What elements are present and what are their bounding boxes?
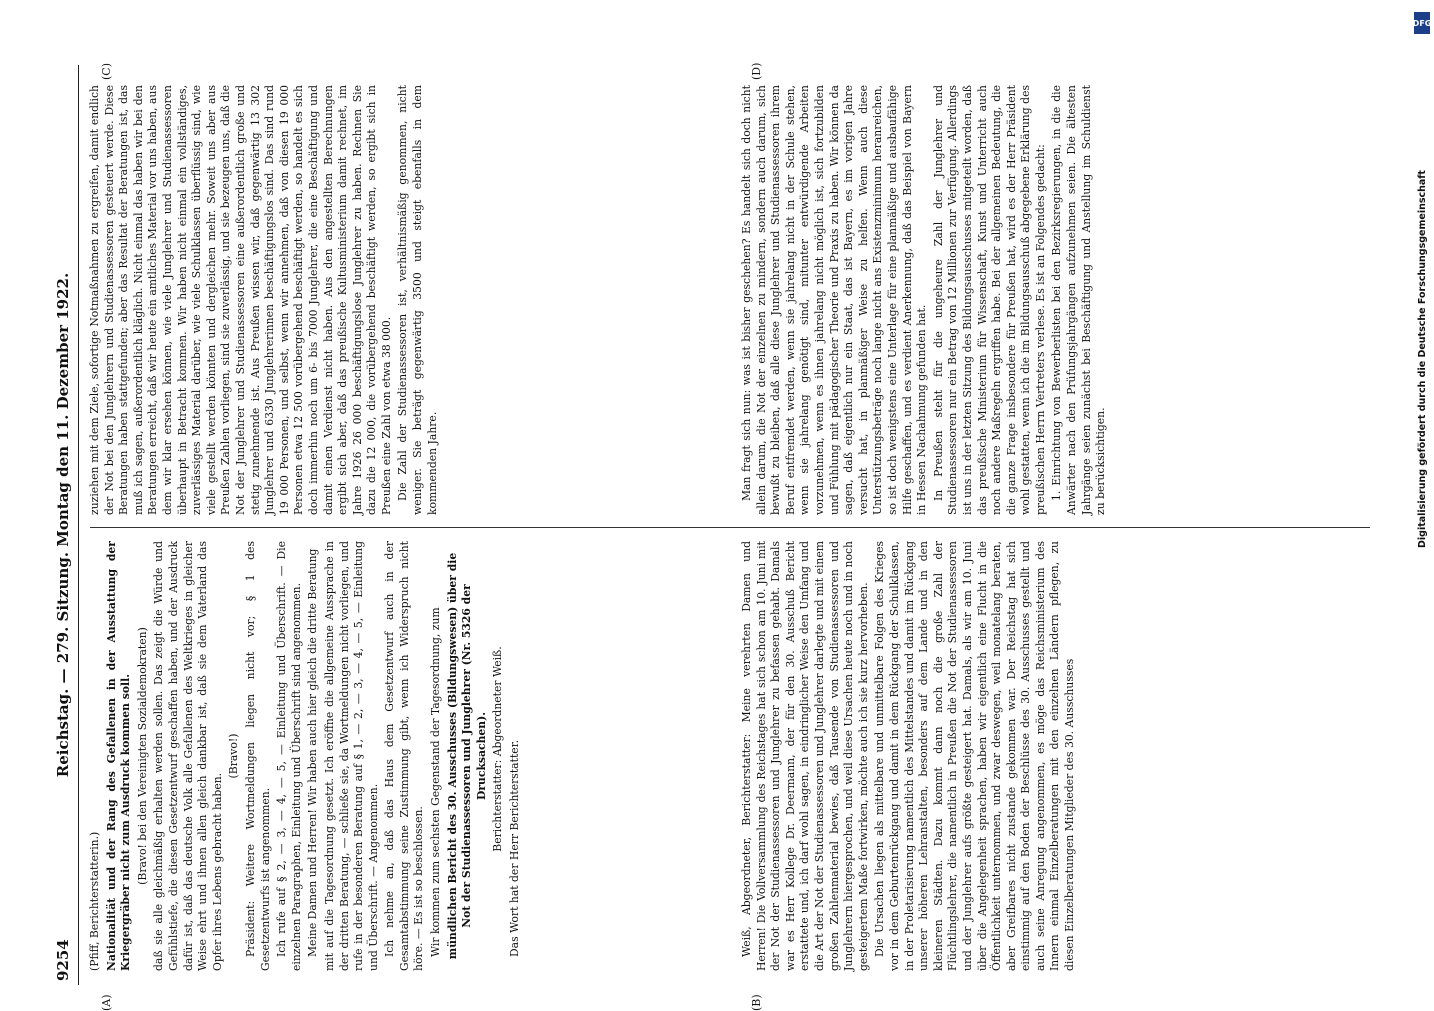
paragraph: Die Zahl der Studienassessoren ist, verhältnismäßig genommen, nicht weniger. Sie beträgt gegenwärtig 3500 und steigt ebenfalls in dem kommenden Jahre.: [396, 85, 439, 515]
margin-mark-a: (A): [100, 994, 113, 1011]
paragraph: Die Ursachen liegen als mittelbare und unmittelbare Folgen des Krieges vor in dem Geburtenrückgang und damit in dem Rückgang der Schulklassen, in der Proletarisierung namentlich des Mittelstandes und damit im Rückgang unserer höheren Lehranstalten, besonders auf dem Lande und in den kleineren Städten. Dazu kommt dann noch die große Zahl der Flüchtlingslehrer, die namentlich in Preußen die Not der Studienassessoren und der Junglehrer aufs größte gesteigert hat. Damals, als wir am 10. Juni über die Angelegenheit sprachen, haben wir eigentlich eine Flucht in die Öffentlichkeit unternommen, und zwar deswegen, weil monatelang beraten, aber Greifbares nicht zustande gekommen war. Der Reichstag hat sich einstimmig auf den Boden der Beschlüsse des 30. Ausschusses gestellt und auch seine Anregung angenommen, es möge das Reichsministerium des Innern einmal Einzelberatungen mit den einzelnen Ländern pflegen, zu diesen Einzelberatungen Mitglieder des 30. Ausschusses: [873, 541, 1077, 971]
paragraph: daß sie alle gleichmäßig erhalten werden sollen. Das zeigt die Würde und Gefühlstiefe, die diesen Gesetzentwurf geschaffen haben, und der Ausdruck dafür ist, daß das deutsche Volk alle Gefallenen des Weltkrieges in gleicher Weise ehrt und ihnen allen gleich dankbar ist, daß sie dem Vaterland das Opfer ihres Lebens gebracht haben.: [152, 541, 224, 971]
agenda-heading: mündlichen Bericht des 30. Ausschusses (Bildungswesen) über die Not der Studienassessoren und Junglehrer (Nr. 5326 der Drucksachen).: [445, 552, 488, 960]
left-column: [88, 541, 698, 971]
paragraph: 1. Einrichtung von Bewerberlisten bei den Bezirksregierungen, in die die Anwärter nach den Prüfungsjahrgängen aufzunehmen seien. Die ältesten Jahrgänge seien zunächst bei Beschäftigung und Anstellung im Schuldienst zu berücksichtigen.: [1050, 85, 1108, 515]
paragraph: Ich rufe auf § 2, — 3, — 4, — 5, — Einleitung und Überschrift. — Die einzelnen Paragraphen, Einleitung und Überschrift sind angenommen.: [275, 541, 303, 971]
digitization-sidebar: [1414, 12, 1430, 988]
paragraph: zuziehen mit dem Ziele, sofortige Notmaßnahmen zu ergreifen, damit endlich der Not bei den Junglehrern und Studienassessoren gesteuert werde. Diese Beratungen haben stattgefunden; aber das Resultat der Beratungen ist, das muß ich sagen, außerordentlich kläglich. Nicht einmal das haben wir bei den Beratungen erreicht, daß wir heute ein amtliches Material vor uns haben, aus dem wir klar ersehen können, wie viele Junglehrer und Studienassessoren überhaupt in Betracht kommen. Wir haben nicht einmal ein vollständiges, zuverlässiges Material darüber, wie viele Schulklassen überflüssig sind, wie viele gestellt werden könnten und dergleichen mehr. Soweit uns aber aus Preußen Zahlen vorliegen, sind sie zuverlässig, und sie bezeugen uns, daß die Not der Junglehrer und Studienassessoren eine außerordentlich große und stetig zunehmende ist. Aus Preußen wissen wir, daß gegenwärtig 13 302 Junglehrer und 6330 Junglehrerinnen beschäftigungslos sind. Das sind rund 19 000 Personen, und selbst, wenn wir annehmen, daß von diesen 19 000 Personen etwa 12 500 vorübergehend beschäftigt werden, so handelt es sich doch immerhin noch um 6- bis 7000 Junglehrer, die eine Beschäftigung und damit einen Verdienst nicht haben. Aus den angestellten Berechnungen ergibt sich aber, daß das preußische Kultusministerium damit rechnet, im Jahre 1926 26 000 beschäftigungslose Junglehrer zu haben. Rechnen Sie dazu die 12 000, die vorübergehend beschäftigt werden, so ergibt sich in Preußen eine Zahl von etwa 38 000.: [88, 85, 393, 515]
funding-credit: Digitalisierung gefördert durch die Deutsche Forschungsgemeinschaft: [1417, 170, 1428, 548]
column-divider: [90, 527, 1370, 528]
paragraph: Weiß, Abgeordneter, Berichterstatter: Meine verehrten Damen und Herren! Die Vollversammlung des Reichstages hat sich schon am 10. Juni mit der Not der Studienassessoren und Junglehrer zu befassen gehabt. Damals war es Herr Kollege Dr. Deermann, der für den 30. Ausschuß Bericht erstattete und, ich darf wohl sagen, in eindringlicher Weise den Umfang und die Art der Not der Studienassessoren und Junglehrer darlegte und mit einem großen Zahlenmaterial bewies, daß Tausende von Studienassessoren und Junglehrern hiergesprochen, und weil diese Ursachen heute noch und in noch gesteigertem Maße fortwirken, möchte auch ich sie kurz hervorheben.: [740, 541, 870, 971]
interjection: (Bravo! bei den Vereinigten Sozialdemokraten): [135, 627, 149, 885]
paragraph: (Pfiff, Berichterstatterin.): [88, 831, 101, 971]
left-column-lower: [740, 541, 1080, 971]
interjection: (Bravo!): [227, 733, 241, 779]
paragraph: Ich nehme an, daß das Haus dem Gesetzentwurf auch in der Gesamtabstimmung seine Zustimmung gibt, wenn ich Widerspruch nicht höre. — Es ist so beschlossen.: [383, 541, 426, 971]
paragraph: Meine Damen und Herren! Wir haben auch hier gleich die dritte Beratung: [306, 548, 320, 957]
right-column: [88, 85, 698, 515]
rotated-text-block: [50, 62, 1390, 1011]
margin-mark-b: (B): [750, 994, 763, 1011]
margin-mark-c: (C): [100, 63, 113, 80]
running-title: Reichstag. — 279. Sitzung. Montag den 11. Dezember 1922.: [54, 272, 72, 778]
paragraph: Nationalität und der Rang des Gefallenen in der Ausstattung der Kriegergräber nicht zum Ausdruck kommen soll.: [104, 541, 133, 971]
dfg-logo: DFG: [1414, 12, 1430, 34]
paragraph: Das Wort hat der Herr Berichterstatter.: [508, 739, 522, 957]
right-column-lower: [740, 85, 1111, 515]
paragraph: In Preußen steht für die ungeheure Zahl der Junglehrer und Studienassessoren nur ein Betrag von 12 Millionen zur Verfügung. Allerdings ist uns in der letzten Sitzung des Bildungsausschusses mitgeteilt worden, daß das preußische Ministerium für Wissenschaft, Kunst und Unterricht auch noch andere Maßregeln ergriffen habe. Bei der allgemeinen Bedeutung, die die ganze Frage insbesondere für Preußen hat, wird es der Herr Präsident wohl gestatten, wenn ich die im Bildungsausschuß abgegebene Erklärung des preußischen Herrn Vertreters verlese. Es ist an Folgendes gedacht:: [931, 85, 1047, 515]
paragraph: Wir kommen zum sechsten Gegenstand der Tagesordnung, zum: [429, 607, 443, 957]
paragraph: mit auf die Tagesordnung gesetzt. Ich eröffne die allgemeine Aussprache in der dritten Beratung, — schließe sie, da Wortmeldungen nicht vorliegen, und rufe in der besonderen Beratung auf § 1, — 2, — 3, — 4, — 5, — Einleitung und Überschrift. — Angenommen.: [322, 541, 380, 971]
page-number: 9254: [54, 939, 72, 981]
paragraph: Berichterstatter: Abgeordneter Weiß.: [491, 646, 505, 852]
running-header: [50, 65, 79, 985]
paragraph: Man fragt sich nun: was ist bisher geschehen? Es handelt sich doch nicht allein darum, die Not der einzelnen zu mindern, sondern auch darum, sich bewußt zu bleiben, daß alle diese Junglehrer und Studienassessoren ihrem Beruf entfremdet werden, wenn sie jahrelang nicht in der Schule stehen, wenn sie jahrelang genötigt sind, mitunter entwürdigende Arbeiten vorzunehmen, wenn es ihnen jahrelang nicht möglich ist, sich fortzubilden und Fühlung mit pädagogischer Theorie und Praxis zu haben. Wir können da sagen, daß eigentlich nur ein Staat, das ist Bayern, es im vorigen Jahre versucht hat, in planmäßiger Weise zu helfen. Wenn auch diese Unterstützungsbeträge noch lange nicht ans Existenzminimum heranreichen, so ist doch wenigstens eine Unterlage für eine planmäßige und ausbaufähige Hilfe geschaffen, und es verdient Anerkennung, daß das Beispiel von Bayern in Hessen Nachahmung gefunden hat.: [740, 85, 929, 515]
margin-mark-d: (D): [750, 62, 763, 80]
paragraph: Präsident: Weitere Wortmeldungen liegen nicht vor; § 1 des Gesetzentwurfs ist angenommen.: [243, 541, 272, 971]
